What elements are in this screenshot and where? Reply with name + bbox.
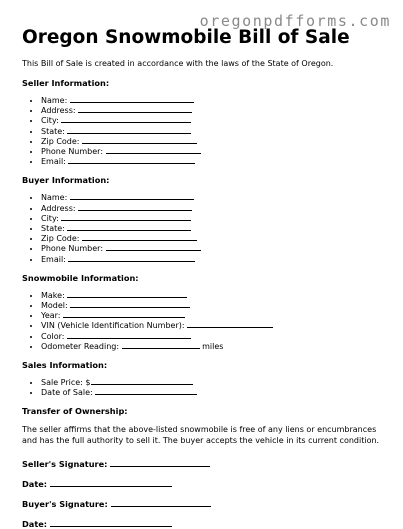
buyer-address-blank[interactable] (78, 203, 192, 211)
model-blank[interactable] (70, 300, 190, 308)
odometer-unit: miles (202, 341, 224, 351)
buyer-zip-blank[interactable] (82, 233, 197, 241)
buyer-heading: Buyer Information: (22, 175, 110, 186)
sale-price-blank[interactable] (91, 377, 193, 385)
date-of-sale-blank[interactable] (95, 387, 197, 395)
date-of-sale-field: • Date of Sale: (41, 387, 392, 397)
sales-heading: Sales Information: (22, 360, 108, 371)
seller-email-field: • Email: (41, 156, 392, 166)
seller-signature-blank[interactable] (110, 459, 210, 467)
buyer-signature-line: Buyer's Signature: (22, 499, 392, 509)
vin-blank[interactable] (187, 320, 273, 328)
snowmobile-fields (22, 290, 392, 351)
seller-zip-field: • Zip Code: (41, 136, 392, 146)
buyer-date-blank[interactable] (50, 519, 172, 527)
buyer-name-blank[interactable] (70, 192, 194, 200)
seller-city-blank[interactable] (61, 115, 191, 123)
model-field: • Model: (41, 300, 392, 310)
seller-phone-field: • Phone Number: (41, 146, 392, 156)
sales-fields (22, 377, 392, 397)
transfer-heading: Transfer of Ownership: (22, 406, 128, 417)
vin-field: • VIN (Vehicle Identification Number): (41, 320, 392, 330)
seller-state-blank[interactable] (67, 126, 191, 134)
snowmobile-heading: Snowmobile Information: (22, 272, 139, 283)
color-blank[interactable] (67, 331, 191, 339)
document-title: Oregon Snowmobile Bill of Sale (22, 27, 350, 48)
seller-zip-blank[interactable] (82, 136, 197, 144)
seller-name-field: • Name: (41, 95, 392, 105)
buyer-address-field: • Address: (41, 203, 392, 213)
watermark: oregonpdfforms.com (199, 12, 391, 30)
odometer-blank[interactable] (122, 341, 200, 349)
seller-fields (22, 95, 392, 166)
buyer-state-field: • State: (41, 223, 392, 233)
intro-text: This Bill of Sale is created in accordance with the laws of the State of Oregon. (22, 59, 334, 68)
transfer-text: The seller affirms that the above-listed snowmobile is free of any liens or encumbrances and has the full authority to sell it. The buyer accepts the vehicle in its current condition. (22, 425, 380, 445)
seller-state-field: • State: (41, 126, 392, 136)
make-field: • Make: (41, 290, 392, 300)
buyer-fields (22, 192, 392, 263)
seller-date-blank[interactable] (50, 479, 172, 487)
buyer-name-field: • Name: (41, 192, 392, 202)
seller-heading: Seller Information: (22, 78, 110, 88)
seller-email-blank[interactable] (68, 156, 195, 164)
seller-name-blank[interactable] (70, 95, 194, 103)
odometer-field: • Odometer Reading: miles (41, 341, 392, 351)
buyer-phone-field: • Phone Number: (41, 243, 392, 253)
buyer-email-blank[interactable] (68, 254, 195, 262)
make-blank[interactable] (67, 290, 187, 298)
buyer-email-field: • Email: (41, 254, 392, 264)
year-blank[interactable] (63, 310, 185, 318)
buyer-state-blank[interactable] (67, 223, 191, 231)
seller-address-field: • Address: (41, 105, 392, 115)
buyer-date-line: Date: (22, 519, 392, 529)
buyer-zip-field: • Zip Code: (41, 233, 392, 243)
seller-date-line: Date: (22, 479, 392, 489)
seller-city-field: • City: (41, 115, 392, 125)
seller-phone-blank[interactable] (106, 146, 201, 154)
buyer-signature-blank[interactable] (111, 499, 211, 507)
sale-price-field: • Sale Price: $ (41, 377, 392, 387)
seller-address-blank[interactable] (78, 105, 192, 113)
buyer-city-field: • City: (41, 213, 392, 223)
color-field: • Color: (41, 331, 392, 341)
seller-signature-line: Seller's Signature: (22, 459, 392, 469)
year-field: • Year: (41, 310, 392, 320)
bill-of-sale-document (22, 27, 392, 529)
buyer-phone-blank[interactable] (106, 243, 201, 251)
buyer-city-blank[interactable] (61, 213, 191, 221)
